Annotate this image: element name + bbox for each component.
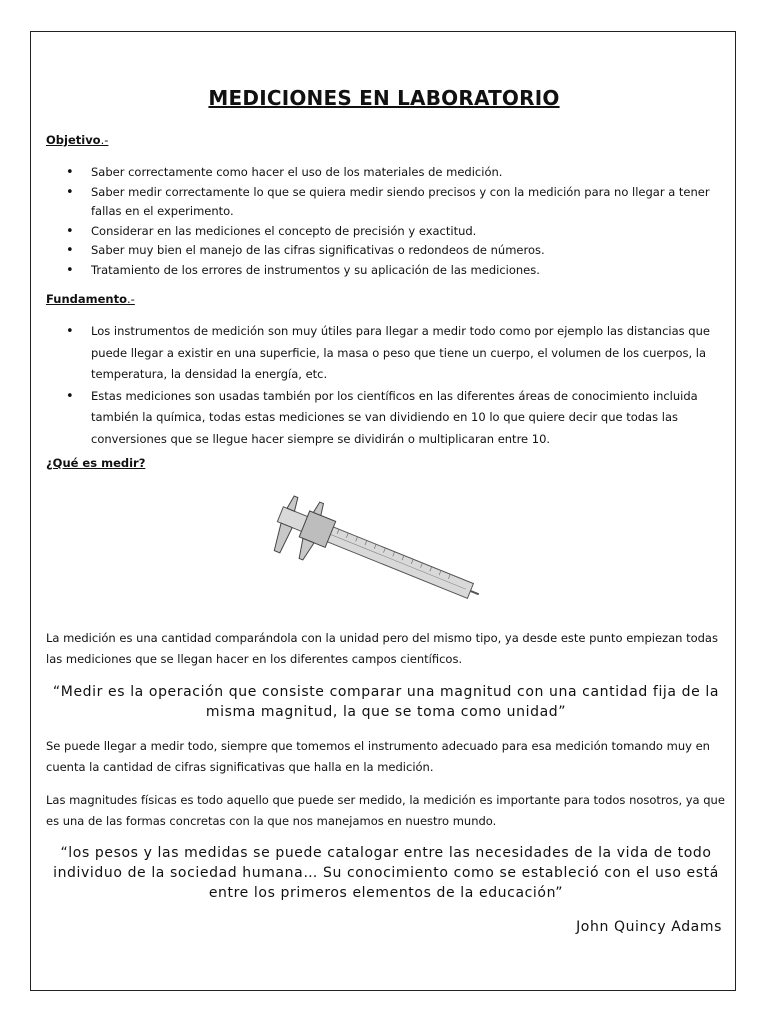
paragraph-medicion: La medición es una cantidad comparándola con la unidad pero del mismo tipo, ya desde este punto empiezan todas las mediciones que se llegan hacer en los diferentes campos científicos.	[46, 631, 718, 666]
list-item: • Considerar en las mediciones el concepto de precisión y exactitud.	[46, 222, 726, 242]
list-item: • Los instrumentos de medición son muy útiles para llegar a medir todo como por ejemplo las distancias que puede llegar a existir en una superficie, la masa o peso que tiene un cuerpo, el volumen de los cuerpos, la temperatura, la densidad la energía, etc.	[46, 321, 726, 386]
list-item: • Tratamiento de los errores de instrumentos y su aplicación de las mediciones.	[46, 261, 726, 281]
quote-pesos-medidas: “los pesos y las medidas se puede catalogar entre las necesidades de la vida de todo individuo de la sociedad humana… Su conocimiento como se estableció con el uso está entre los primeros elementos de la educación”	[53, 845, 719, 901]
quote-author: John Quincy Adams	[576, 919, 722, 935]
objetivo-heading: Objetivo.-	[46, 133, 109, 147]
que-es-medir-heading: ¿Qué es medir?	[46, 456, 146, 470]
fundamento-list	[46, 321, 726, 450]
vernier-caliper-icon	[270, 492, 495, 604]
paragraph-magnitudes: Las magnitudes físicas es todo aquello que puede ser medido, la medición es importante para todos nosotros, ya que es una de las formas concretas con la que nos manejamos en nuestro mundo.	[46, 793, 725, 828]
page-title: MEDICIONES EN LABORATORIO	[208, 86, 560, 110]
objetivo-list	[46, 163, 726, 280]
list-item: • Estas mediciones son usadas también por los científicos en las diferentes áreas de conocimiento incluida también la química, todas estas mediciones se van dividiendo en 10 lo que quiere decir que todas las conversiones que se llegue hacer siempre se dividirán o multiplicaran entre 10.	[46, 386, 726, 451]
quote-medir: “Medir es la operación que consiste comparar una magnitud con una cantidad fija de la misma magnitud, la que se toma como unidad”	[52, 684, 720, 720]
fundamento-heading: Fundamento.-	[46, 292, 135, 306]
list-item: • Saber medir correctamente lo que se quiera medir siendo precisos y con la medición para no llegar a tener fallas en el experimento.	[46, 183, 726, 222]
paragraph-medir-todo: Se puede llegar a medir todo, siempre que tomemos el instrumento adecuado para esa medición tomando muy en cuenta la cantidad de cifras significativas que halla en la medición.	[46, 739, 710, 774]
list-item: • Saber muy bien el manejo de las cifras significativas o redondeos de números.	[46, 241, 726, 261]
list-item: • Saber correctamente como hacer el uso de los materiales de medición.	[46, 163, 726, 183]
